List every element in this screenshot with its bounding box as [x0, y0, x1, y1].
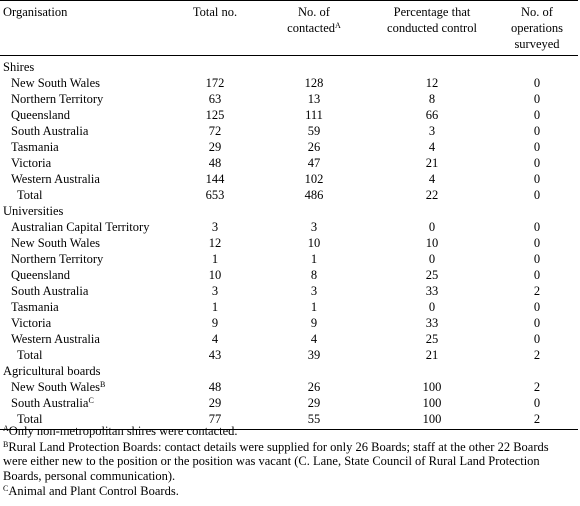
table-cell: 0 — [428, 300, 436, 314]
group-header-row — [0, 203, 578, 219]
row-label: Universities — [3, 204, 64, 218]
table-cell: 4 — [428, 140, 436, 154]
table-cell: 29 — [208, 396, 222, 410]
table-cell — [496, 56, 578, 76]
table-cell: 2 — [533, 380, 541, 394]
table-cell: 29 — [307, 396, 321, 410]
table-cell — [170, 363, 260, 379]
table-cell: 2 — [533, 284, 541, 298]
table-cell: 66 — [425, 108, 439, 122]
footnote-marker: A — [335, 21, 341, 30]
row-label: Total — [17, 348, 43, 362]
table-cell: 1 — [310, 300, 318, 314]
table-cell: 0 — [533, 188, 541, 202]
table-cell: 0 — [533, 332, 541, 346]
table-row — [0, 219, 578, 235]
table-cell: 4 — [428, 172, 436, 186]
table-cell: 0 — [533, 220, 541, 234]
table-cell: 9 — [310, 316, 318, 330]
table-cell: 100 — [422, 380, 442, 394]
table-row — [0, 155, 578, 171]
table-cell: 33 — [425, 316, 439, 330]
table-cell: 63 — [208, 92, 222, 106]
table-row — [0, 315, 578, 331]
table-cell: 48 — [208, 156, 222, 170]
table-cell: 0 — [533, 236, 541, 250]
table-cell: 1 — [211, 300, 219, 314]
table-row — [0, 283, 578, 299]
group-header-row — [0, 363, 578, 379]
table-cell — [368, 363, 496, 379]
table-cell — [260, 203, 368, 219]
footnote-text: Animal and Plant Control Boards. — [8, 484, 179, 498]
row-label: South Australia$^C$ — [11, 396, 94, 410]
table-cell — [260, 363, 368, 379]
row-label: Western Australia — [11, 332, 100, 346]
row-label: Queensland — [11, 268, 71, 282]
footnote-marker: B — [100, 380, 106, 389]
table-cell: 9 — [211, 316, 219, 330]
table-row — [0, 139, 578, 155]
row-label: Shires — [3, 60, 35, 74]
table-cell: 486 — [304, 188, 324, 202]
footnote-marker: C — [3, 484, 9, 493]
table-cell: 0 — [533, 172, 541, 186]
table-cell: 8 — [310, 268, 318, 282]
table-row — [0, 331, 578, 347]
table-cell: 0 — [428, 220, 436, 234]
table-footnotes — [3, 424, 573, 500]
table-cell: 1 — [211, 252, 219, 266]
table-cell: 48 — [208, 380, 222, 394]
table-cell: 25 — [425, 268, 439, 282]
table-cell: 100 — [368, 411, 496, 430]
table-row — [0, 235, 578, 251]
table-row — [0, 107, 578, 123]
table-cell: 26 — [307, 380, 321, 394]
table-cell: 21 — [425, 156, 439, 170]
table-cell: 0 — [533, 252, 541, 266]
column-header: Percentage that conducted control — [368, 4, 496, 56]
table-cell: 0 — [533, 76, 541, 90]
table-cell: 29 — [208, 140, 222, 154]
row-label: South Australia — [11, 124, 89, 138]
footnote-marker: B — [3, 439, 9, 449]
table-cell: 0 — [533, 156, 541, 170]
table-cell: 100 — [422, 396, 442, 410]
footnote-text: Rural Land Protection Boards: contact details were supplied for only 26 Boards; staff at the other 22 Boards were either new to the position or the position was vacant (C. Lane, State Council of Rural Land Protection Boards, personal communication). — [3, 439, 549, 483]
table-cell: 3 — [428, 124, 436, 138]
table-cell: 13 — [307, 92, 321, 106]
table-cell: 25 — [425, 332, 439, 346]
row-label: Tasmania — [11, 300, 59, 314]
row-label: Agricultural boards — [3, 364, 101, 378]
table-cell: 4 — [310, 332, 318, 346]
table-row — [0, 91, 578, 107]
table-cell — [260, 56, 368, 76]
table-row — [0, 379, 578, 395]
table-row — [0, 267, 578, 283]
table-cell: 172 — [205, 76, 225, 90]
table-cell: 12 — [425, 76, 439, 90]
table-row — [0, 171, 578, 187]
table-cell: 0 — [533, 396, 541, 410]
column-header: No. of contacted$^A$ — [260, 4, 368, 56]
total-row — [0, 187, 578, 203]
table-cell: 2 — [533, 348, 541, 362]
row-label: Northern Territory — [11, 252, 104, 266]
column-header: Organisation — [0, 4, 170, 56]
row-label: Northern Territory — [11, 92, 104, 106]
table-cell: 1 — [310, 252, 318, 266]
table-cell — [170, 56, 260, 76]
table-cell: 102 — [304, 172, 324, 186]
table-cell: 144 — [205, 172, 225, 186]
table-cell — [368, 203, 496, 219]
table-cell: 111 — [305, 108, 323, 122]
row-label: South Australia — [11, 284, 89, 298]
row-label: Victoria — [11, 156, 52, 170]
row-label: New South Wales$^B$ — [11, 380, 106, 394]
table-cell: 3 — [310, 220, 318, 234]
table-cell: 0 — [533, 316, 541, 330]
table-cell: 0 — [533, 124, 541, 138]
table-cell: 4 — [211, 332, 219, 346]
table-cell: 77 — [170, 411, 260, 430]
row-label: Total — [0, 411, 170, 430]
footnote — [3, 484, 573, 499]
table-header — [0, 1, 578, 56]
table-cell: 3 — [211, 284, 219, 298]
row-label: Victoria — [11, 316, 52, 330]
table-cell — [170, 203, 260, 219]
footnote-marker: C — [88, 396, 94, 405]
row-label: New South Wales — [11, 76, 101, 90]
footnote-marker: A — [3, 424, 9, 433]
table-cell — [496, 203, 578, 219]
table-cell: 43 — [208, 348, 222, 362]
table-cell: 21 — [425, 348, 439, 362]
table-cell: 128 — [304, 76, 324, 90]
table-cell: 55 — [260, 411, 368, 430]
table-cell: 12 — [208, 236, 222, 250]
table-cell: 22 — [425, 188, 439, 202]
group-header-row — [0, 56, 578, 76]
footnote-text: Only non-metropolitan shires were contacted. — [8, 424, 238, 438]
table-cell: 125 — [205, 108, 225, 122]
table-cell: 2 — [496, 411, 578, 430]
table-cell: 0 — [533, 92, 541, 106]
table-cell: 10 — [307, 236, 321, 250]
table-cell — [496, 363, 578, 379]
table-cell: 33 — [425, 284, 439, 298]
table-cell: 10 — [425, 236, 439, 250]
table-cell: 10 — [208, 268, 222, 282]
table-row — [0, 251, 578, 267]
table-body — [0, 56, 578, 430]
table-cell: 0 — [533, 268, 541, 282]
footnote — [3, 440, 573, 484]
row-label: Tasmania — [11, 140, 59, 154]
table-cell: 3 — [310, 284, 318, 298]
table-row — [0, 395, 578, 411]
column-header: No. of operations surveyed — [496, 4, 578, 56]
column-header: Total no. — [170, 4, 260, 56]
table-cell: 653 — [205, 188, 225, 202]
row-label: New South Wales — [11, 236, 101, 250]
table-cell: 8 — [428, 92, 436, 106]
footnote — [3, 424, 573, 439]
table-row — [0, 299, 578, 315]
table-cell: 0 — [428, 252, 436, 266]
table-row — [0, 75, 578, 91]
table-cell: 3 — [211, 220, 219, 234]
table-cell: 59 — [307, 124, 321, 138]
table-cell: 72 — [208, 124, 222, 138]
table-cell: 26 — [307, 140, 321, 154]
total-row — [0, 347, 578, 363]
table-cell — [368, 56, 496, 76]
row-label: Western Australia — [11, 172, 100, 186]
row-label: Queensland — [11, 108, 71, 122]
table-cell: 0 — [533, 108, 541, 122]
table-cell: 0 — [533, 140, 541, 154]
table-cell: 47 — [307, 156, 321, 170]
table-cell: 39 — [307, 348, 321, 362]
table-cell: 0 — [533, 300, 541, 314]
table-row — [0, 123, 578, 139]
row-label: Australian Capital Territory — [11, 220, 150, 234]
row-label: Total — [17, 188, 43, 202]
